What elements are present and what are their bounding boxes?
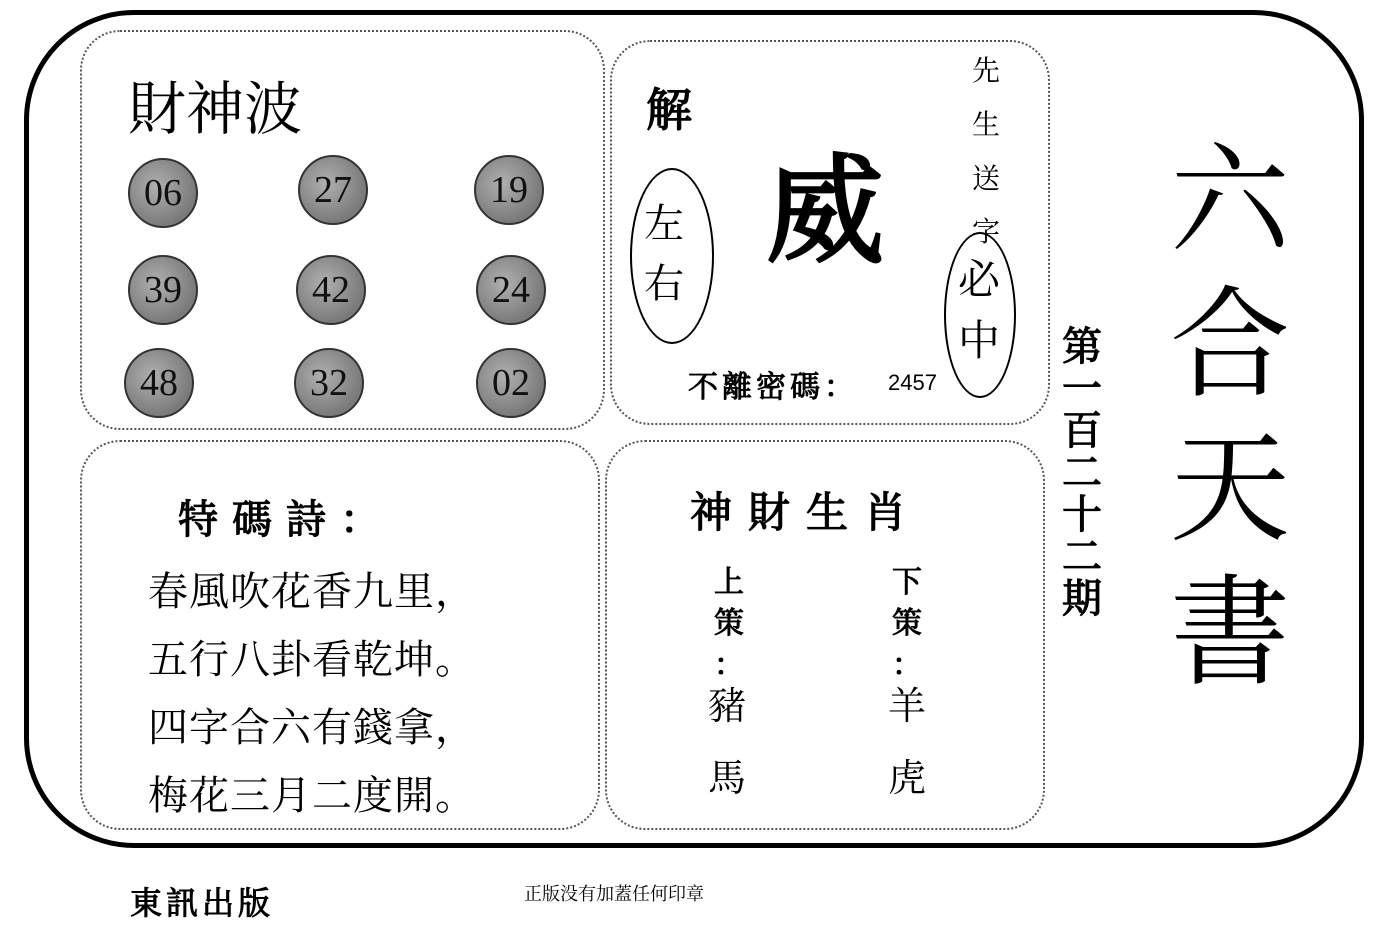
lower-plan-label: 下 策 ： — [892, 565, 922, 683]
number-ball: 39 — [128, 255, 198, 325]
poem-line: 五行八卦看乾坤。 — [148, 637, 476, 683]
left-char: 左 — [644, 201, 684, 247]
upper-plan-values: 豬 馬 — [708, 684, 747, 801]
number-ball: 19 — [474, 155, 544, 225]
main-title: 六 合 天 書 — [1170, 132, 1290, 703]
sender-text: 先 生 送 字 — [972, 54, 1001, 249]
main-hint-char: 威 — [766, 142, 885, 280]
upper-plan-label: 上 策 ： — [714, 565, 744, 683]
poem-title: 特碼詩： — [178, 497, 394, 543]
must-hit-text: 必 中 — [958, 255, 1001, 365]
number-ball: 02 — [476, 348, 546, 418]
decode-label: 解 — [646, 83, 692, 137]
number-ball: 24 — [476, 255, 546, 325]
left-right-text — [644, 194, 684, 314]
wave-title: 財神波 — [128, 75, 303, 143]
zodiac-title: 神財生肖 — [690, 488, 923, 537]
number-ball: 32 — [294, 348, 364, 418]
poem-line: 四字合六有錢拿， — [148, 705, 476, 751]
number-ball: 06 — [128, 158, 198, 228]
publisher: 東訊出版 — [130, 884, 275, 922]
secret-code-value: 2457 — [888, 370, 937, 395]
authenticity-notice: 正版没有加蓋任何印章 — [524, 884, 704, 905]
right-char: 右 — [644, 261, 684, 307]
number-ball: 27 — [298, 155, 368, 225]
issue-number: 第 一 百 二 十 二 期 — [1062, 324, 1102, 622]
number-ball: 42 — [296, 255, 366, 325]
secret-code-label: 不離密碼： — [688, 370, 858, 405]
number-ball: 48 — [124, 348, 194, 418]
poem-line: 春風吹花香九里， — [148, 569, 476, 615]
lower-plan-values: 羊 虎 — [888, 684, 927, 801]
poem-line: 梅花三月二度開。 — [148, 773, 476, 819]
